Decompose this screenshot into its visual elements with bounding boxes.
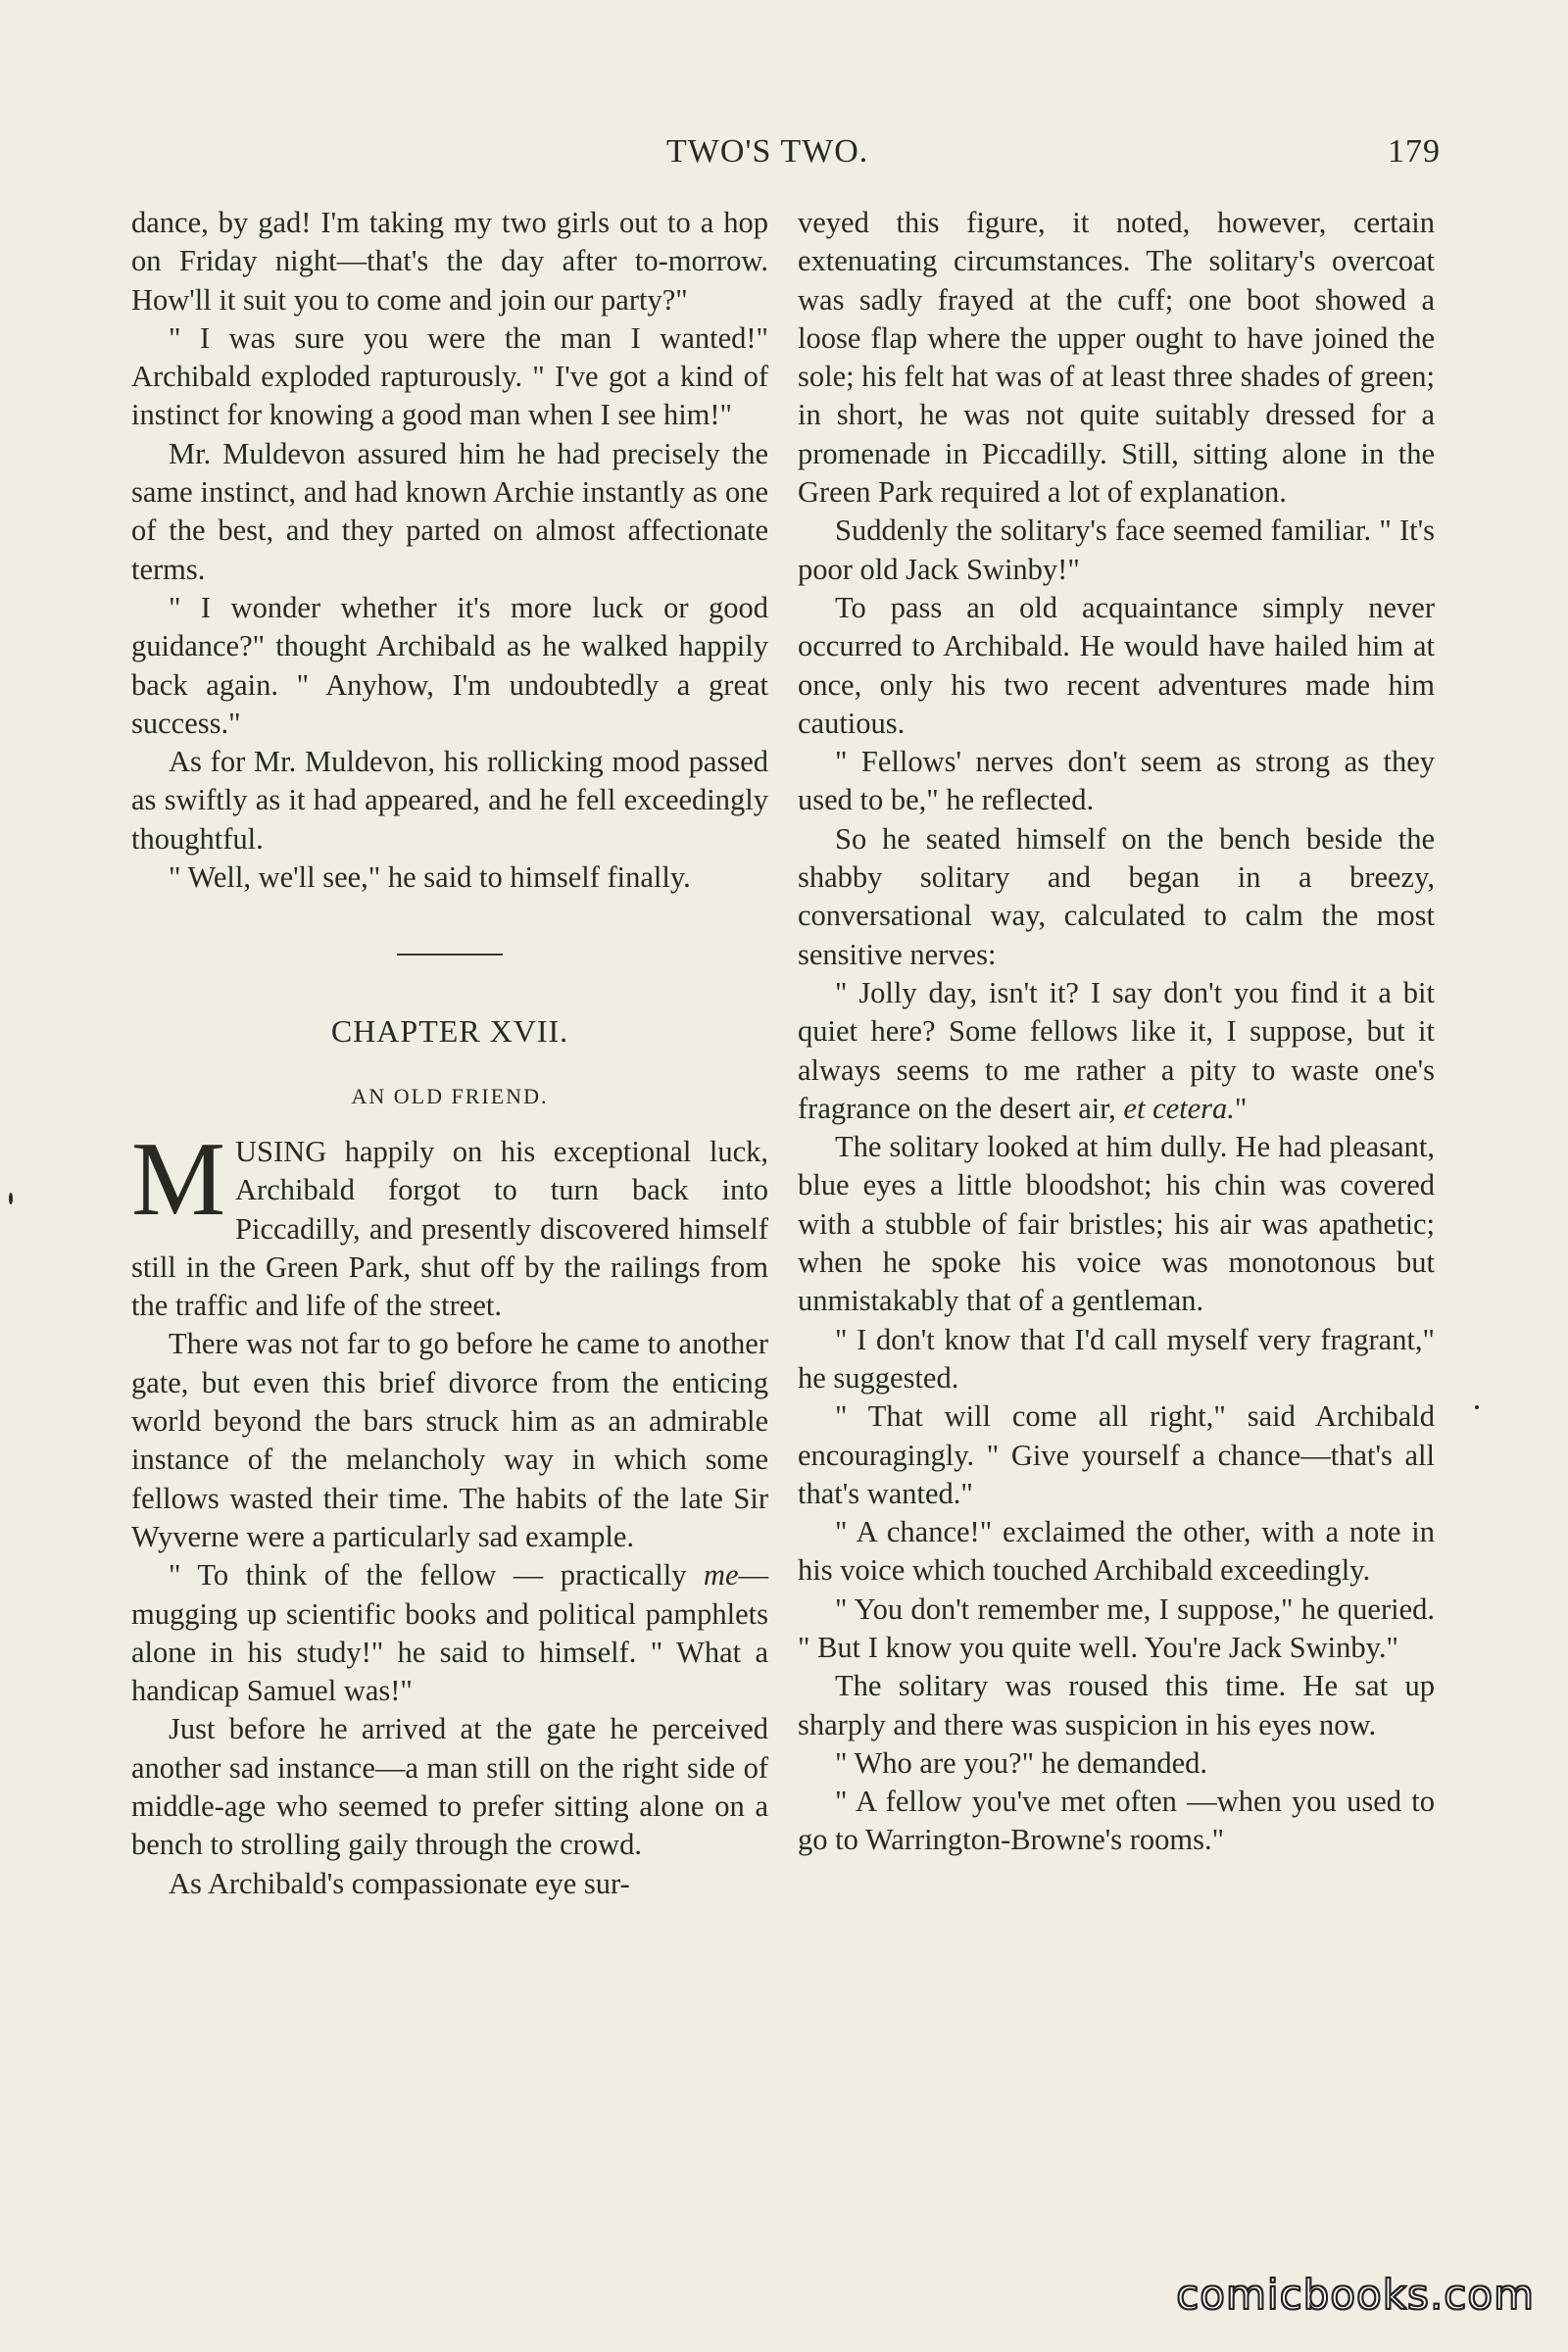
drop-cap: M bbox=[131, 1120, 226, 1238]
paragraph bbox=[798, 974, 1435, 1128]
paragraph-text: " Jolly day, isn't it? I say don't you find it a bit quiet here? Some fellows like it, I suppose, but it always seems to me rather a pity to waste one's fragrance on the desert air, bbox=[798, 975, 1435, 1125]
section-divider bbox=[397, 954, 503, 956]
paragraph: So he seated himself on the bench beside the shabby solitary and began in a breezy, conversational way, calculated to calm the most sensitive nerves: bbox=[798, 821, 1435, 971]
paragraph: dance, by gad! I'm taking my two girls out to a hop on Friday night—that's the day after to-morrow. How'll it suit you to come and join our party?" bbox=[131, 206, 768, 317]
paragraph: The solitary was roused this time. He sat up sharply and there was suspicion in his eyes now. bbox=[798, 1669, 1435, 1741]
page-number: 179 bbox=[1388, 133, 1441, 170]
print-speck bbox=[9, 1193, 13, 1204]
paragraph: " A chance!" exclaimed the other, with a note in his voice which touched Archibald exceedingly. bbox=[798, 1515, 1435, 1588]
running-head bbox=[608, 133, 1441, 182]
right-column bbox=[798, 204, 1435, 1860]
opening-paragraph bbox=[131, 1120, 768, 1325]
emphasis: me bbox=[703, 1558, 739, 1592]
paragraph bbox=[131, 1556, 768, 1710]
paragraph-text: " To think of the fellow — practically bbox=[169, 1558, 704, 1592]
paragraph: As for Mr. Muldevon, his rollicking mood passed as swiftly as it had appeared, and he fell exceedingly thoughtful. bbox=[131, 745, 768, 856]
chapter-subtitle: AN OLD FRIEND. bbox=[351, 1083, 549, 1108]
left-column bbox=[131, 204, 768, 1903]
paragraph: As Archibald's compassionate eye sur- bbox=[169, 1866, 630, 1900]
watermark: comicbooks.com bbox=[1176, 2271, 1535, 2319]
paragraph: " I was sure you were the man I wanted!" Archibald exploded rapturously. " I've got a kind of instinct for knowing a good man when I see him!" bbox=[131, 320, 768, 432]
paragraph: Just before he arrived at the gate he perceived another sad instance—a man still on the right side of middle-age who seemed to prefer sitting alone on a bench to strolling gaily through the crowd. bbox=[131, 1712, 768, 1862]
paragraph-text: " bbox=[1234, 1091, 1248, 1125]
paragraph: " Who are you?" he demanded. bbox=[835, 1745, 1208, 1780]
paragraph: " I wonder whether it's more luck or good guidance?" thought Archibald as he walked happily back again. " Anyhow, I'm undoubtedly a great success." bbox=[131, 590, 768, 740]
paragraph: " A fellow you've met often —when you used to go to Warrington-Browne's rooms." bbox=[798, 1785, 1435, 1857]
running-title: TWO'S TWO. bbox=[666, 133, 869, 170]
paragraph: " That will come all right," said Archibald encouragingly. " Give yourself a chance—that's all that's wanted." bbox=[798, 1399, 1435, 1510]
chapter-title: CHAPTER XVII. bbox=[330, 1013, 569, 1050]
paragraph: To pass an old acquaintance simply never occurred to Archibald. He would have hailed him at once, only his two recent adventures made him cautious. bbox=[798, 590, 1435, 740]
paragraph: " Fellows' nerves don't seem as strong as they used to be," he reflected. bbox=[798, 745, 1435, 817]
emphasis: et cetera. bbox=[1123, 1091, 1235, 1125]
opening-text: USING happily on his exceptional luck, Archibald forgot to turn back into Piccadilly, and presently discovered himself still in the Green Park, shut off by the railings from the traffic and life of the street. bbox=[131, 1134, 768, 1323]
paragraph: There was not far to go before he came to another gate, but even this brief divorce from the enticing world beyond the bars struck him as an admirable instance of the melancholy way in which some fellows wasted their time. The habits of the late Sir Wyverne were a particularly sad example. bbox=[131, 1327, 768, 1553]
paragraph: Suddenly the solitary's face seemed familiar. " It's poor old Jack Swinby!" bbox=[798, 514, 1435, 586]
paragraph: Mr. Muldevon assured him he had precisely the same instinct, and had known Archie instantly as one of the best, and they parted on almost affectionate terms. bbox=[131, 436, 768, 586]
paragraph-text: —mugging up scientific books and political pamphlets alone in his study!" he said to himself. " What a handicap Samuel was!" bbox=[131, 1558, 768, 1708]
paragraph: " I don't know that I'd call myself very fragrant," he suggested. bbox=[798, 1322, 1435, 1395]
paragraph: veyed this figure, it noted, however, certain extenuating circumstances. The solitary's overcoat was sadly frayed at the cuff; one boot showed a loose flap where the upper ought to have joined the sole; his felt hat was of at least three shades of green; in short, he was not quite suitably dressed for a promenade in Piccadilly. Still, sitting alone in the Green Park required a lot of explanation. bbox=[798, 206, 1435, 510]
paragraph: " You don't remember me, I suppose," he queried. " But I know you quite well. You're Jack Swinby." bbox=[798, 1592, 1435, 1664]
paragraph: " Well, we'll see," he said to himself finally. bbox=[169, 860, 691, 895]
paragraph: The solitary looked at him dully. He had pleasant, blue eyes a little bloodshot; his chin was covered with a stubble of fair bristles; his air was apathetic; when he spoke his voice was monotonous but unmistakably that of a gentleman. bbox=[798, 1130, 1435, 1318]
print-speck bbox=[1475, 1405, 1479, 1409]
